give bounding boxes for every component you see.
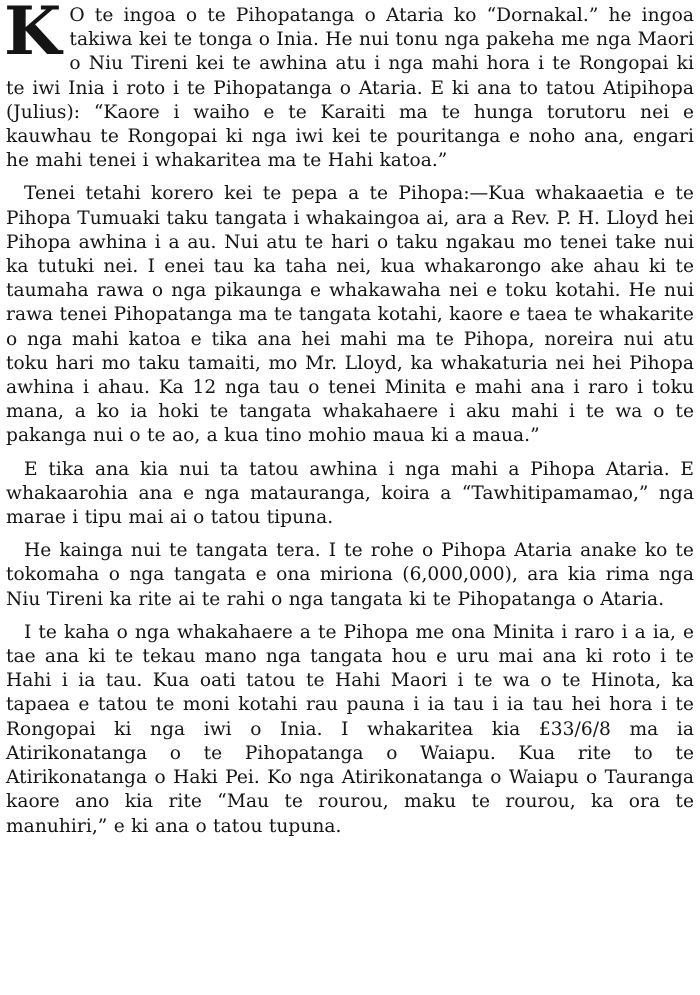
paragraph-3: E tika ana kia nui ta tatou awhina i nga mahi a Pihopa Ataria. E whakaarohia ana e nga matauranga, koira a “Tawhitipamamao,” nga marae i tipu mai ai o tatou tipuna. (6, 458, 694, 529)
paragraph-5: I te kaha o nga whakahaere a te Pihopa me ona Minita i raro i a ia, e tae ana ki te tekau mano nga tangata hou e uru mai ana ki roto i te Hahi i ia tau. Kua oati tatou te Hahi Maori i te wa o te Hinota, ka tapaea e tatou te moni kotahi rau pauna i ia tau i ia tau hei hora i te Rongopai ki nga iwi o Inia. I whakaritea kia £33/6/8 ma ia Atirikonatanga o te Pihopatanga o Waiapu. Kua rite to te Atirikonatanga o Haki Pei. Ko nga Atirikonatanga o Waiapu o Tauranga kaore ano kia rite “Mau te rourou, maku te rourou, ka ora te manuhiri,” e ki ana o tatou tupuna. (6, 621, 694, 837)
paragraph-4: He kainga nui te tangata tera. I te rohe o Pihopa Ataria anake ko te tokomaha o nga tangata e ona miriona (6,000,000), ara kia rima nga Niu Tireni ka rite ai te rahi o nga tangata ki te Pihopatanga o Ataria. (6, 540, 694, 610)
paragraph-1 (4, 0, 694, 173)
drop-cap: K (4, 0, 62, 70)
paragraph-2: Tenei tetahi korero kei te pepa a te Pihopa:—Kua whakaaetia e te Pihopa Tumuaki taku tangata i whakaingoa ai, ara a Rev. P. H. Lloyd hei Pihopa awhina i a au. Nui atu te hari o taku ngakau mo tenei take nui ka tutuki nei. I enei tau ka taha nei, kua whakarongo ake ahau ki te taumaha rawa o nga pikaunga e whakawaha nei e toku kotahi. He nui rawa tenei Pihopatanga ma te tangata kotahi, kaore e taea te whakarite o nga mahi katoa e tika ana hei mahi ma te Pihopa, noreira nui atu toku hari mo taku tamaiti, mo Mr. Lloyd, ka whakaturia nei hei Pihopa awhina i ahau. Ka 12 nga tau o tenei Minita e mahi ana i raro i toku mana, a ko ia hoki te tangata whakahaere i aku mahi i te wa o te pakanga nui o te ao, a kua tino mohio maua ki a maua.” (6, 183, 694, 447)
paragraph-1-text: O te ingoa o te Pihopatanga o Ataria ko “Dornakal.” he ingoa takiwa kei te tonga o Inia. He nui tonu nga pakeha me nga Maori o Niu Tireni kei te awhina atu i nga mahi hora i te Rongopai ki te iwi Inia i roto i te Pihopatanga o Ataria. E ki ana to tatou Atipihopa (Julius): “Kaore i waiho e te Karaiti ma te hunga torutoru nei e kauwhau te Rongopai ki nga iwi kei te pouritanga e noho ana, engari he mahi tenei i whakaritea ma te Hahi katoa.” (6, 5, 694, 172)
